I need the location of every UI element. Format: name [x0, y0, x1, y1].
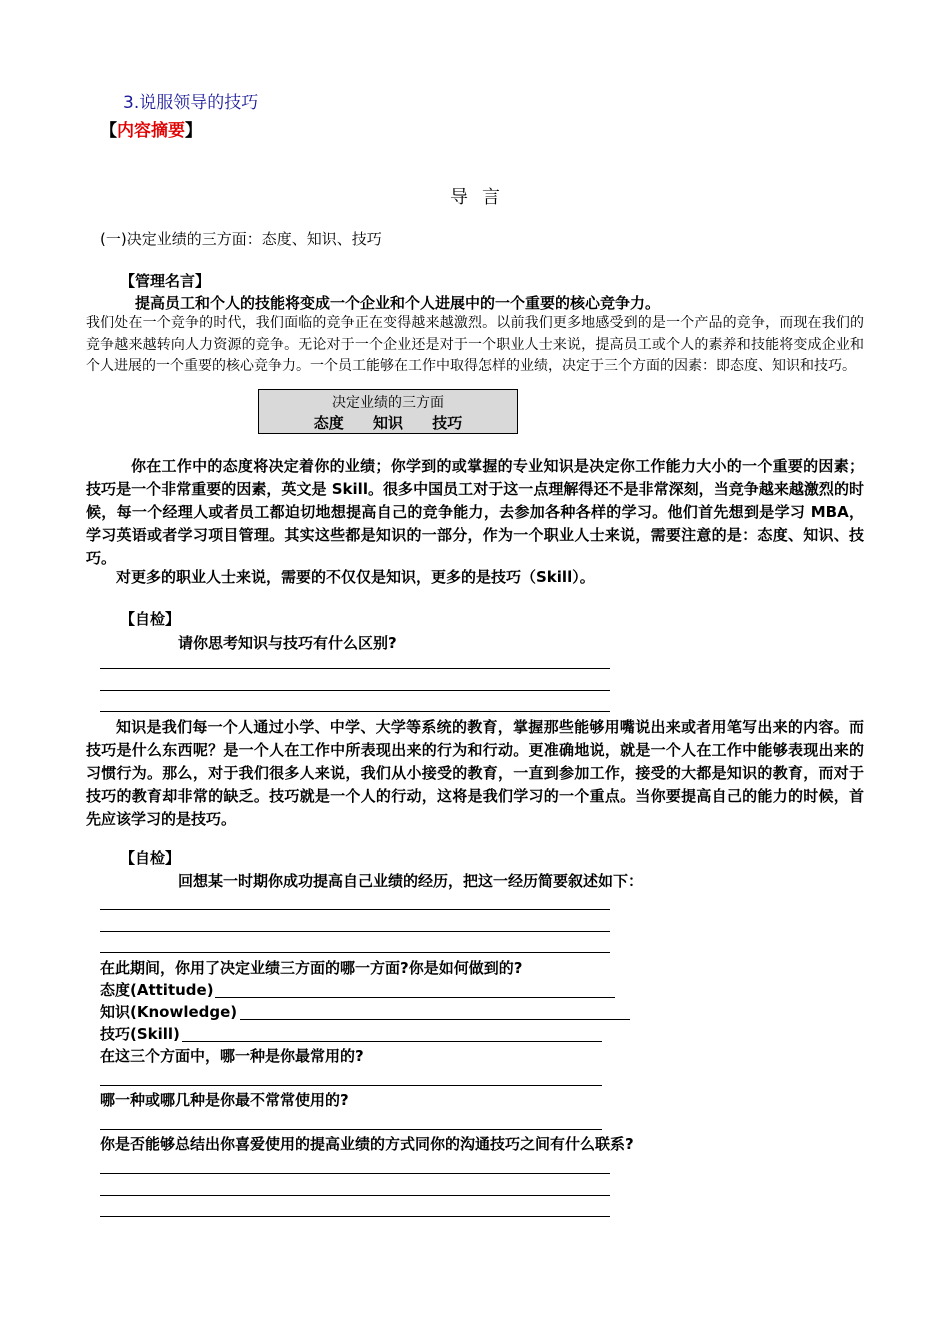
performance-box: [258, 389, 518, 434]
question-least-used: 哪一种或哪几种是你最不常常使用的?: [100, 1091, 349, 1109]
question-which-aspect: 在此期间，你用了决定业绩三方面的哪一方面?你是如何做到的?: [100, 959, 523, 977]
answer-line[interactable]: [100, 1216, 610, 1217]
self-check-label-2: 【自检】: [120, 849, 181, 867]
box-item-knowledge: 知识: [372, 414, 403, 432]
attitude-field-label: 态度(Attitude): [100, 981, 214, 999]
knowledge-field-line[interactable]: [240, 1019, 630, 1020]
attitude-field-line[interactable]: [215, 997, 615, 998]
summary-text: 内容摘要: [117, 121, 185, 141]
paragraph-attitude: 你在工作中的态度将决定着你的业绩；你学到的或掌握的专业知识是决定你工作能力大小的一个重要的因素；技巧是一个非常重要的因素，英文是 Skill。很多中国员工对于这一点理解得还不是非常深刻，当竞争越来越激烈的时候，每一个经理人或者员工都迫切地想提高自己的竞争能力，去参加各种各样的学习。他们首先想到是学习 MBA，学习英语或者学习项目管理。其实这些都是知识的一部分，作为一个职业人士来说，需要注意的是：态度、知识、技巧。: [86, 457, 864, 567]
motto-text: 提高员工和个人的技能将变成一个企业和个人进展中的一个重要的核心竞争力。: [135, 294, 661, 312]
answer-line[interactable]: [100, 1129, 602, 1130]
answer-line[interactable]: [100, 952, 610, 953]
answer-line[interactable]: [100, 668, 610, 669]
answer-line[interactable]: [100, 690, 610, 691]
question-relation: 你是否能够总结出你喜爱使用的提高业绩的方式同你的沟通技巧之间有什么联系?: [100, 1135, 634, 1153]
answer-line[interactable]: [100, 1195, 610, 1196]
answer-line[interactable]: [100, 1173, 610, 1174]
skill-field-label: 技巧(Skill): [100, 1025, 180, 1043]
attitude-field[interactable]: [100, 979, 214, 1000]
answer-line[interactable]: [100, 931, 610, 932]
paragraph-knowledge-vs-skill: 知识是我们每一个人通过小学、中学、大学等系统的教育，掌握那些能够用嘴说出来或者用笔写出来的内容。而技巧是什么东西呢？是一个人在工作中所表现出来的行为和行动。更准确地说，就是一个人在工作中能够表现出来的习惯行为。那么，对于我们很多人来说，我们从小接受的教育，一直到参加工作，接受的大都是知识的教育，而对于技巧的教育却非常的缺乏。技巧就是一个人的行动，这将是我们学习的一个重点。当你要提高自己的能力的时候，首先应该学习的是技巧。: [86, 718, 864, 828]
box-item-skill: 技巧: [432, 414, 463, 432]
summary-bracket-open: 【: [100, 121, 117, 141]
box-item-attitude: 态度: [313, 414, 344, 432]
knowledge-field[interactable]: [100, 1001, 237, 1022]
box-title: 决定业绩的三方面: [332, 395, 444, 411]
intro-paragraph: 我们处在一个竞争的时代，我们面临的竞争正在变得越来越激烈。以前我们更多地感受到的是一个产品的竞争，而现在我们的竞争越来越转向人力资源的竞争。无论对于一个企业还是对于一个职业人士来说，提高员工或个人的素养和技能将变成企业和个人进展的一个重要的核心竞争力。一个员工能够在工作中取得怎样的业绩，决定于三个方面的因素：即态度、知识和技巧。: [86, 315, 864, 374]
skill-field-line[interactable]: [182, 1041, 602, 1042]
section-heading: 导言: [450, 187, 514, 208]
skill-field[interactable]: [100, 1023, 180, 1044]
self-check-question-2: 回想某一时期你成功提高自己业绩的经历，把这一经历简要叙述如下：: [178, 872, 644, 890]
section-title: (一)决定业绩的三方面：态度、知识、技巧: [100, 230, 382, 248]
self-check-label-1: 【自检】: [120, 610, 181, 628]
box-items: [259, 412, 517, 433]
motto-label: 【管理名言】: [120, 272, 211, 290]
summary-label: [100, 116, 202, 141]
question-most-used: 在这三个方面中，哪一种是你最常用的?: [100, 1047, 364, 1065]
summary-bracket-close: 】: [185, 121, 202, 141]
answer-line[interactable]: [100, 909, 610, 910]
paragraph-skill-need: 对更多的职业人士来说，需要的不仅仅是知识，更多的是技巧（Skill）。: [116, 568, 595, 586]
self-check-question-1: 请你思考知识与技巧有什么区别?: [178, 634, 397, 652]
toc-item[interactable]: 3.说服领导的技巧: [123, 93, 259, 113]
answer-line[interactable]: [100, 711, 610, 712]
knowledge-field-label: 知识(Knowledge): [100, 1003, 238, 1021]
answer-line[interactable]: [100, 1085, 602, 1086]
